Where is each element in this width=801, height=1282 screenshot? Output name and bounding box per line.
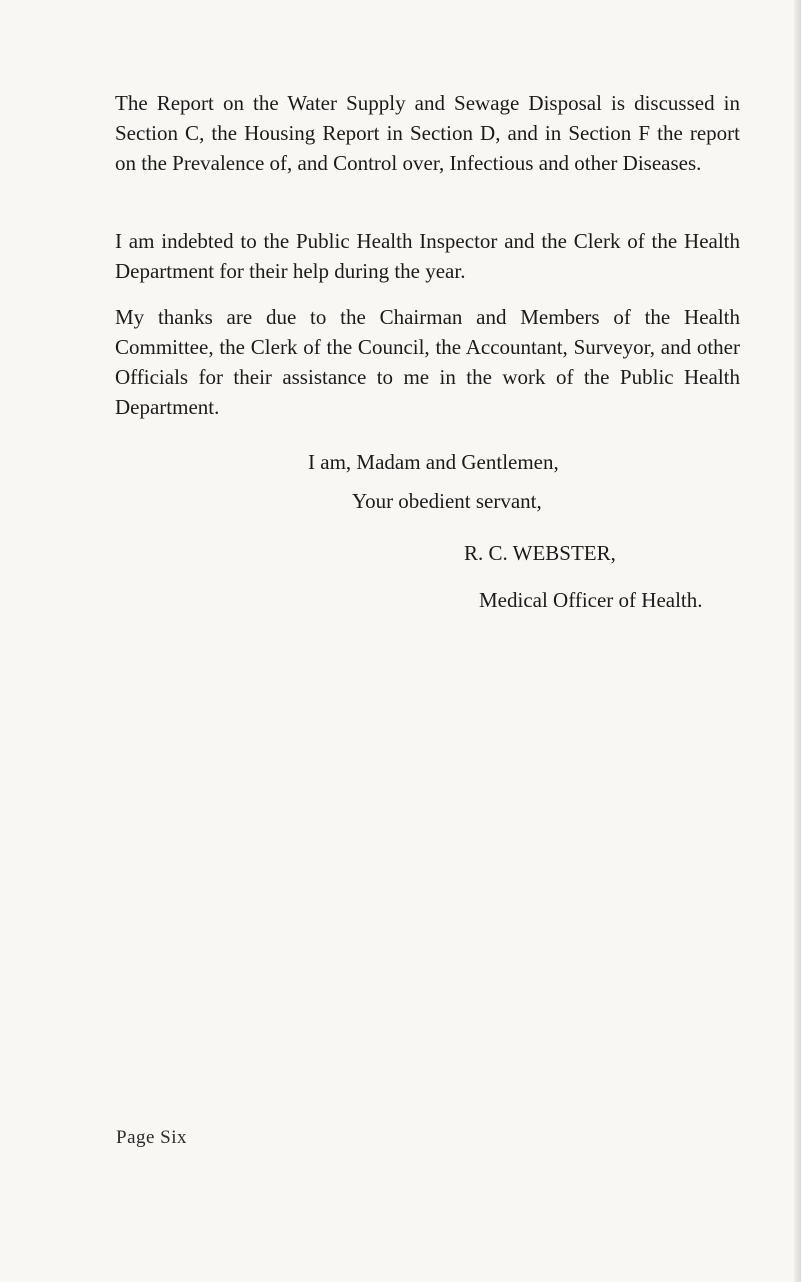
signature-name: R. C. WEBSTER, [464,541,616,565]
paragraph-acknowledgement-inspector: I am indebted to the Public Health Inspector and the Clerk of the Health Department for their help during the year. [115,229,740,283]
closing-valediction: Your obedient servant, [352,489,542,513]
page-number-footer: Page Six [116,1127,188,1148]
paragraph-report-sections: The Report on the Water Supply and Sewage Disposal is discussed in Section C, the Housing Report in Section D, and in Section F the report on the Prevalence of, and Control over, Infectious and other Diseases. [115,91,740,175]
paragraph-thanks-committee: My thanks are due to the Chairman and Members of the Health Committee, the Clerk of the Council, the Accountant, Surveyor, and other Officials for their assistance to me in the work of the Public Health Department. [115,305,740,419]
signature-title: Medical Officer of Health. [479,588,703,612]
page-edge-shadow [794,0,801,1282]
closing-salutation: I am, Madam and Gentlemen, [308,450,559,474]
